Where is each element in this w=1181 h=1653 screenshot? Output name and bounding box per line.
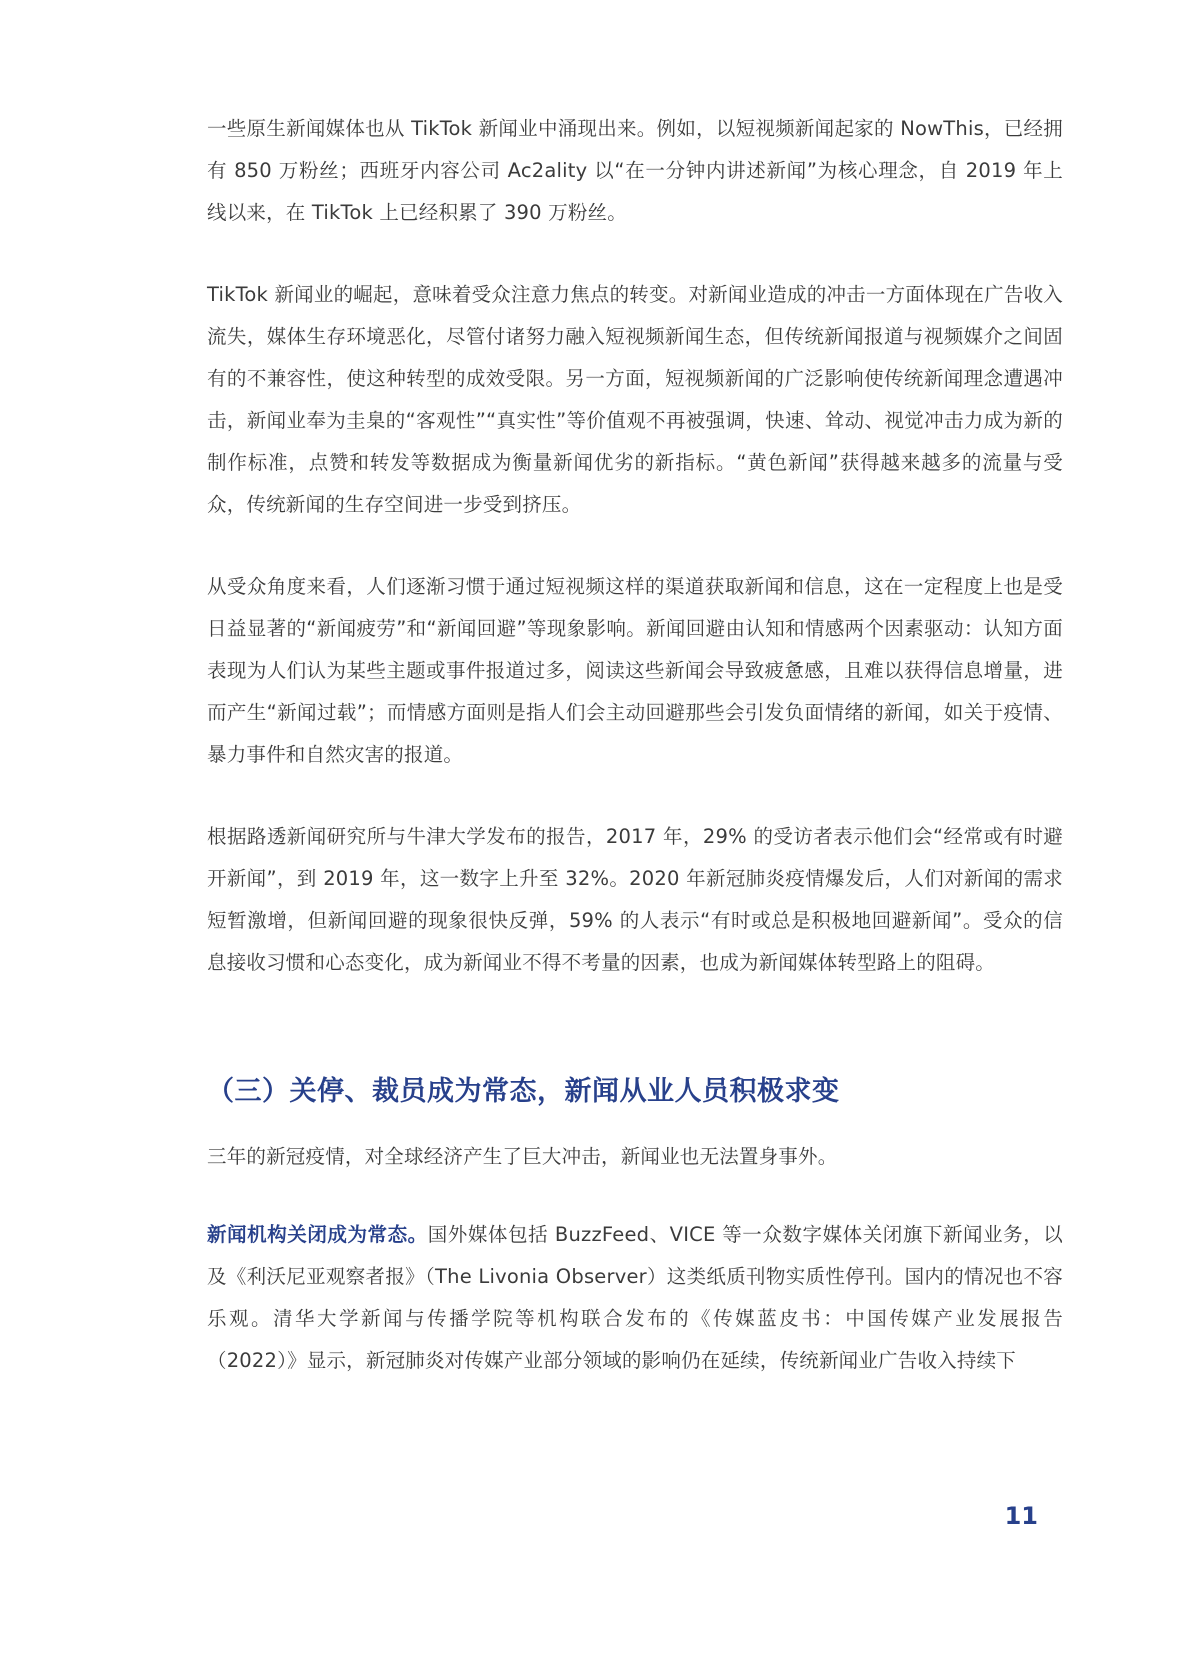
lead-phrase: 新闻机构关闭成为常态。	[207, 1223, 428, 1246]
paragraph-closures	[207, 1214, 1063, 1382]
lead-body: 国外媒体包括 BuzzFeed、VICE 等一众数字媒体关闭旗下新闻业务，以及《利沃尼亚观察者报》（The Livonia Observer）这类纸质刊物实质性停刊。国内的情况也不容乐观。清华大学新闻与传播学院等机构联合发布的《传媒蓝皮书：中国传媒产业发展报告（2022）》显示，新冠肺炎对传媒产业部分领域的影响仍在延续，传统新闻业广告收入持续下	[207, 1223, 1063, 1372]
document-page	[207, 108, 1063, 1382]
paragraph-tiktok-news-rise: TikTok 新闻业的崛起，意味着受众注意力焦点的转变。对新闻业造成的冲击一方面体现在广告收入流失，媒体生存环境恶化，尽管付诸努力融入短视频新闻生态，但传统新闻报道与视频媒介之间固有的不兼容性，使这种转型的成效受限。另一方面，短视频新闻的广泛影响使传统新闻理念遭遇冲击，新闻业奉为圭臬的“客观性”“真实性”等价值观不再被强调，快速、耸动、视觉冲击力成为新的制作标准，点赞和转发等数据成为衡量新闻优劣的新指标。“黄色新闻”获得越来越多的流量与受众，传统新闻的生存空间进一步受到挤压。	[207, 283, 1063, 516]
page-number: 11	[1004, 1502, 1038, 1530]
paragraph-section-intro: 三年的新冠疫情，对全球经济产生了巨大冲击，新闻业也无法置身事外。	[207, 1145, 838, 1168]
section-heading: （三）关停、裁员成为常态，新闻从业人员积极求变	[207, 1076, 840, 1107]
paragraph-reuters-report: 根据路透新闻研究所与牛津大学发布的报告，2017 年，29% 的受访者表示他们会“经常或有时避开新闻”，到 2019 年，这一数字上升至 32%。2020 年新冠肺炎疫情爆发后，人们对新闻的需求短暂激增，但新闻回避的现象很快反弹，59% 的人表示“有时或总是积极地回避新闻”。受众的信息接收习惯和心态变化，成为新闻业不得不考量的因素，也成为新闻媒体转型路上的阻碍。	[207, 825, 1063, 974]
paragraph-audience-perspective: 从受众角度来看，人们逐渐习惯于通过短视频这样的渠道获取新闻和信息，这在一定程度上也是受日益显著的“新闻疲劳”和“新闻回避”等现象影响。新闻回避由认知和情感两个因素驱动：认知方面表现为人们认为某些主题或事件报道过多，阅读这些新闻会导致疲惫感，且难以获得信息增量，进而产生“新闻过载”；而情感方面则是指人们会主动回避那些会引发负面情绪的新闻，如关于疫情、暴力事件和自然灾害的报道。	[207, 575, 1063, 766]
paragraph-native-news-media: 一些原生新闻媒体也从 TikTok 新闻业中涌现出来。例如，以短视频新闻起家的 NowThis，已经拥有 850 万粉丝；西班牙内容公司 Ac2ality 以“在一分钟内讲述新闻”为核心理念，自 2019 年上线以来，在 TikTok 上已经积累了 390 万粉丝。	[207, 117, 1063, 224]
